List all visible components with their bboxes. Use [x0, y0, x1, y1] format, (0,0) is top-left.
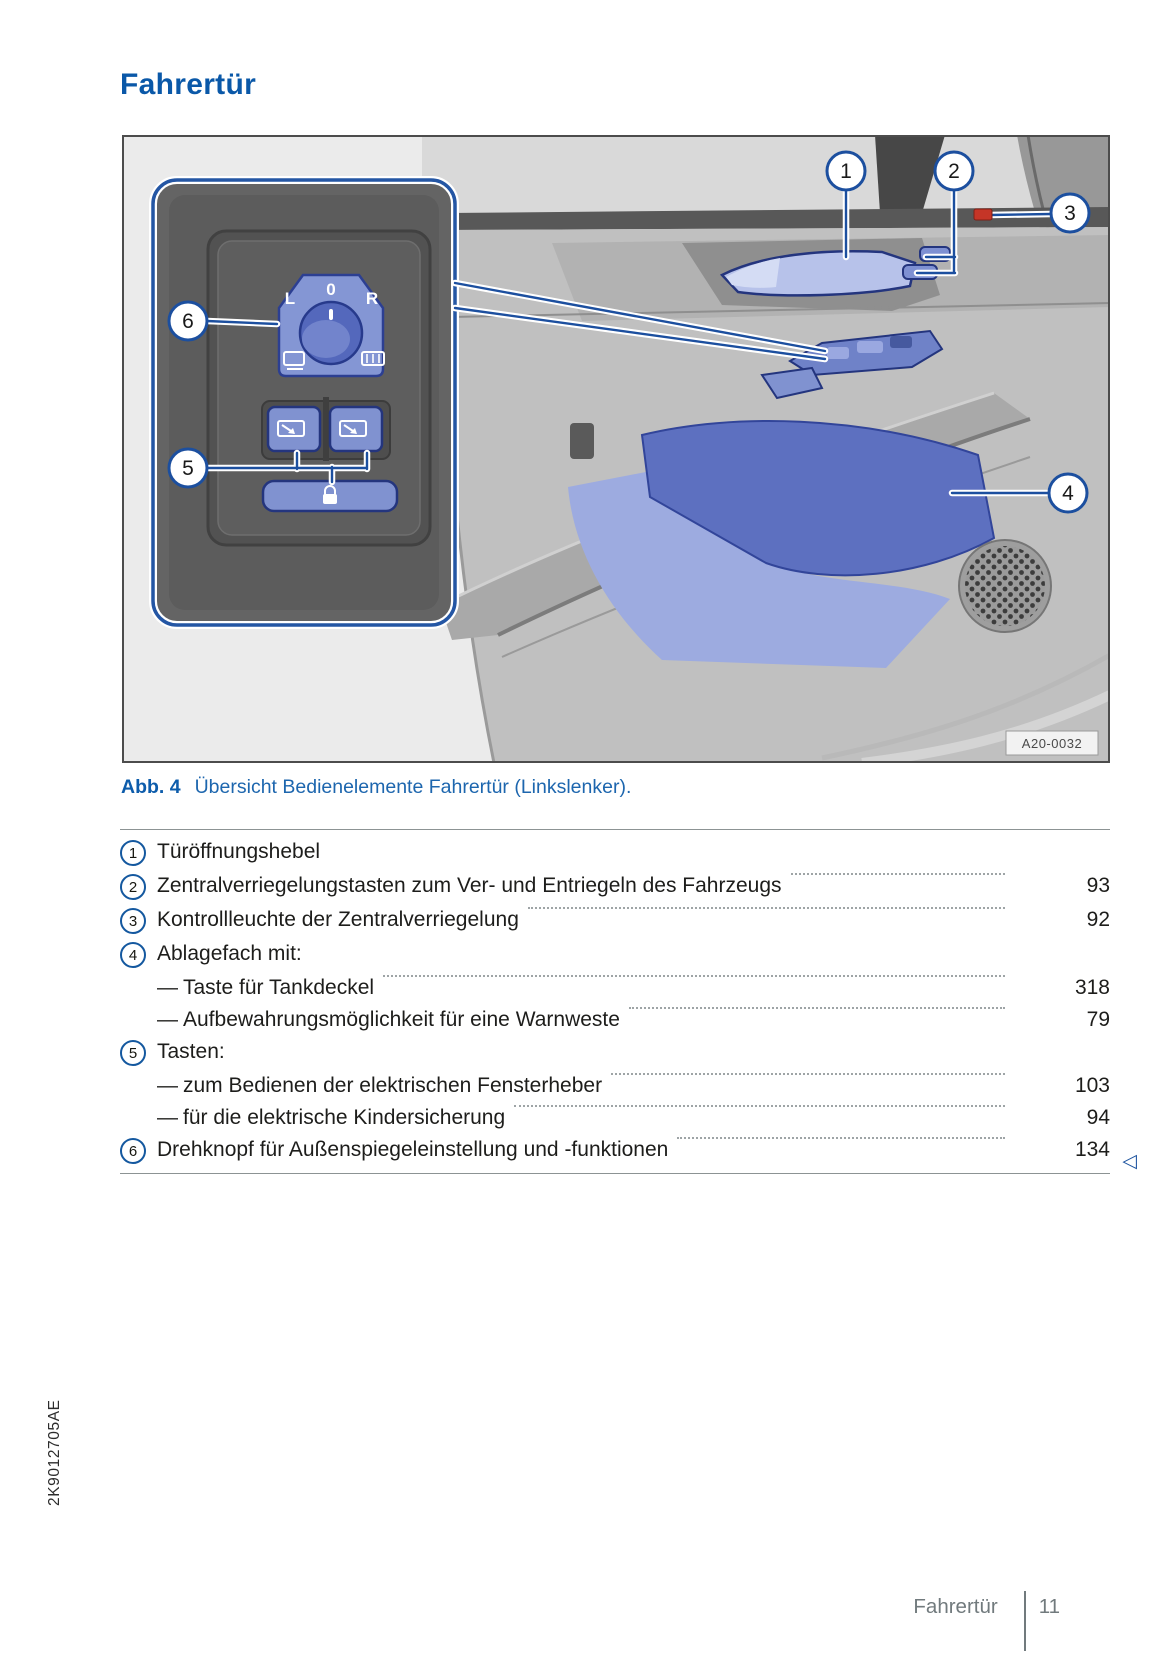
svg-text:1: 1 — [840, 160, 852, 183]
mirror-label-left: L — [284, 289, 296, 308]
speaker-grille — [965, 546, 1045, 626]
legend-row — [120, 941, 1110, 968]
legend-item-badge: 4 — [120, 942, 146, 968]
lock-indicator-light — [974, 209, 992, 220]
legend-item-text: zum Bedienen der elektrischen Fensterheber — [183, 1074, 603, 1097]
mirror-label-center: 0 — [326, 280, 336, 299]
dot-leader — [611, 1073, 1005, 1075]
callout-2 — [935, 152, 973, 190]
page-title: Fahrertür — [120, 68, 257, 101]
legend-item-text: Aufbewahrungsmöglichkeit für eine Warnweste — [183, 1008, 620, 1031]
legend-row — [120, 873, 1110, 900]
legend-row — [120, 839, 1110, 866]
legend-row — [120, 1137, 1137, 1172]
dash: — — [157, 1074, 178, 1097]
window-switch-left — [268, 407, 320, 451]
switch-detail-2 — [857, 341, 883, 353]
switch-divider — [323, 397, 329, 461]
legend-list — [120, 829, 1137, 1174]
figure-code-label — [1006, 731, 1098, 755]
legend-subrow — [120, 1073, 1110, 1098]
legend-item-badge: 2 — [120, 874, 146, 900]
legend-item-text: Ablagefach mit: — [157, 942, 302, 965]
page-ref: 134 — [1074, 1138, 1110, 1161]
page-ref: 93 — [1086, 874, 1110, 897]
legend-item-text: für die elektrische Kindersicherung — [183, 1106, 506, 1129]
switch-detail-1 — [827, 347, 849, 359]
figure-caption — [121, 776, 631, 799]
callout-6 — [169, 302, 207, 340]
page-ref: 318 — [1074, 976, 1110, 999]
mirror-knob-face — [302, 320, 350, 358]
svg-text:6: 6 — [182, 310, 194, 333]
dot-leader — [528, 907, 1005, 909]
figure — [122, 135, 1110, 763]
mirror-knob-mark — [329, 309, 333, 320]
svg-text:2: 2 — [948, 160, 960, 183]
footer-section: Fahrertür — [913, 1595, 998, 1618]
legend-item-badge: 6 — [120, 1138, 146, 1164]
footer — [913, 1594, 1060, 1651]
dot-leader — [791, 873, 1005, 875]
page-ref: 92 — [1086, 908, 1110, 931]
legend-item-text: Drehknopf für Außenspiegeleinstellung und -funktionen — [157, 1138, 669, 1161]
footer-divider — [1024, 1591, 1026, 1651]
continue-marker-icon: ◁ — [1122, 1151, 1137, 1172]
dot-leader — [629, 1007, 1005, 1009]
dot-leader — [514, 1105, 1005, 1107]
legend-item-badge: 5 — [120, 1040, 146, 1066]
page-ref: 94 — [1086, 1106, 1110, 1129]
legend-item-text: Tasten: — [157, 1040, 225, 1063]
mirror-label-right: R — [365, 289, 379, 308]
dash: — — [157, 1008, 178, 1031]
page-ref: 79 — [1086, 1008, 1110, 1031]
switch-detail-3 — [890, 336, 912, 348]
callout-1 — [827, 152, 865, 190]
callout-5 — [169, 449, 207, 487]
legend-item-text: Zentralverriegelungstasten zum Ver- und Entriegeln des Fahrzeugs — [157, 874, 782, 897]
legend-item-badge: 1 — [120, 840, 146, 866]
legend-row — [120, 1039, 1110, 1066]
door-illustration — [122, 135, 1110, 763]
caption-label: Abb. 4 — [121, 776, 181, 798]
dot-leader — [677, 1137, 1005, 1139]
svg-text:3: 3 — [1064, 202, 1076, 225]
dash: — — [157, 1106, 178, 1129]
legend-row — [120, 907, 1110, 934]
footer-page-number: 11 — [1038, 1595, 1060, 1618]
legend-subrow — [120, 1007, 1110, 1032]
svg-text:5: 5 — [182, 457, 194, 480]
legend-item-badge: 3 — [120, 908, 146, 934]
window-switch-right — [330, 407, 382, 451]
svg-text:A20-0032: A20-0032 — [1021, 736, 1083, 751]
door-latch — [570, 423, 594, 459]
legend-item-text: Kontrollleuchte der Zentralverriegelung — [157, 908, 519, 931]
caption-text: Übersicht Bedienelemente Fahrertür (Linkslenker). — [194, 776, 632, 798]
callout-4 — [1049, 474, 1087, 512]
legend-subrow — [120, 975, 1110, 1000]
dot-leader — [383, 975, 1005, 977]
page-ref: 103 — [1074, 1074, 1110, 1097]
legend-subrow — [120, 1105, 1110, 1130]
sidebar-code: 2K9012705AE — [46, 1399, 63, 1506]
dash: — — [157, 976, 178, 999]
callout-3 — [1051, 194, 1089, 232]
svg-text:4: 4 — [1062, 482, 1074, 505]
legend-item-text: Türöffnungshebel — [157, 840, 321, 863]
legend-item-text: Taste für Tankdeckel — [183, 976, 375, 999]
